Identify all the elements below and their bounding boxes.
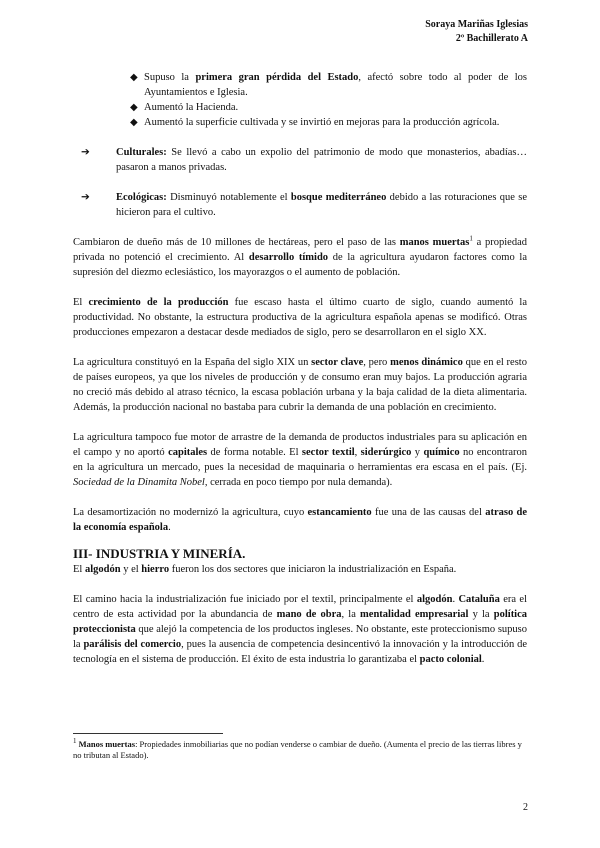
list-item: ◆ Aumentó la Hacienda. [130, 102, 239, 113]
diamond-bullet-icon: ◆ [130, 72, 138, 83]
diamond-bullet-icon: ◆ [130, 117, 138, 128]
arrow-item-ecologicas: ➔ Ecológicas: Disminuyó notablemente el bosque mediterráneo debido a las roturaciones que se hicieron para el cultivo. [81, 192, 527, 218]
paragraph: El crecimiento de la producción fue escaso hasta el último cuarto de siglo, cuando aumentó la productividad. No obstante, la estructura productiva de la agricultura española apenas se modificó. Otras producciones empezaron a destacar desde mediados de siglo, pero se desarrollaron en el siglo XX. [73, 297, 527, 338]
list-item: ◆ Aumentó la superficie cultivada y se invirtió en mejoras para la producción agrícola. [130, 117, 500, 128]
paragraph: La desamortización no modernizó la agricultura, cuyo estancamiento fue una de las causas del atraso de la economía española. [73, 507, 528, 533]
arrow-item-culturales: ➔ Culturales: Se llevó a cabo un expolio del patrimonio de modo que monasterios, abadías… pasaron a manos privadas. [81, 147, 527, 173]
header-author: Soraya Mariñas Iglesias [425, 19, 528, 30]
arrow-right-icon: ➔ [81, 147, 90, 158]
page-number: 2 [523, 802, 528, 813]
paragraph: La agricultura constituyó en la España del siglo XIX un sector clave, pero menos dinámico que en el resto de países europeos, ya que los niveles de producción y de consumo eran muy bajos. La producción agraria no creció más debido al atraso técnico, la escasa población urbana y la baja calidad de la dieta alimentaria. Además, la producción nacional no bastaba para cubrir la demanda de una población en crecimiento. [73, 357, 527, 413]
paragraph: La agricultura tampoco fue motor de arrastre de la demanda de productos industriales para su aplicación en el campo y no aportó capitales de forma notable. El sector textil, siderúrgico y químico no encontraron en la agricultura un mercado, pues la necesidad de maquinaria o herramientas era escasa en el país. (Ej. Sociedad de la Dinamita Nobel, cerrada en poco tiempo por nula demanda). [73, 432, 528, 488]
paragraph: Cambiaron de dueño más de 10 millones de hectáreas, pero el paso de las manos muertas$^1$ a propiedad privada no potenció el crecimiento. Al desarrollo tímido de la agricultura ayudaron factores como la supresión del diezmo eclesiástico, los mayorazgos o el aumento de población. [73, 234, 527, 278]
footnote: $^1$ Manos muertas: Propiedades inmobiliarias que no podían venderse o cambiar de dueño. (Aumenta el precio de las tierras libres y no tributan al Estado). [73, 737, 522, 760]
list-item: ◆ Supuso la primera gran pérdida del Estado, afectó sobre todo al poder de los Ayuntamientos e Iglesia. [130, 72, 527, 98]
diamond-bullet-icon: ◆ [130, 102, 138, 113]
arrow-right-icon: ➔ [81, 192, 90, 203]
document-body [73, 70, 527, 667]
consequence-list [130, 70, 527, 130]
footnote-ref[interactable]: 1 [469, 234, 473, 243]
paragraph: El camino hacia la industrialización fue iniciado por el textil, principalmente el algodón. Cataluña era el centro de esta actividad por la abundancia de mano de obra, la mentalidad empresarial y la política proteccionista que alejó la competencia de los productos ingleses. No obstante, este proteccionismo supuso la parálisis del comercio, pues la ausencia de competencia desincentivó la innovación y la introducción de tecnología en el sistema de producción. El éxito de esta industria lo garantizaba el pacto colonial. [73, 594, 528, 665]
paragraph: El algodón y el hierro fueron los dos sectores que iniciaron la industrialización en España. [73, 564, 457, 575]
page-header [425, 18, 528, 46]
section-heading: III- INDUSTRIA Y MINERÍA. [73, 546, 246, 561]
header-course: 2º Bachillerato A [455, 33, 528, 44]
footnote-separator [73, 733, 223, 734]
